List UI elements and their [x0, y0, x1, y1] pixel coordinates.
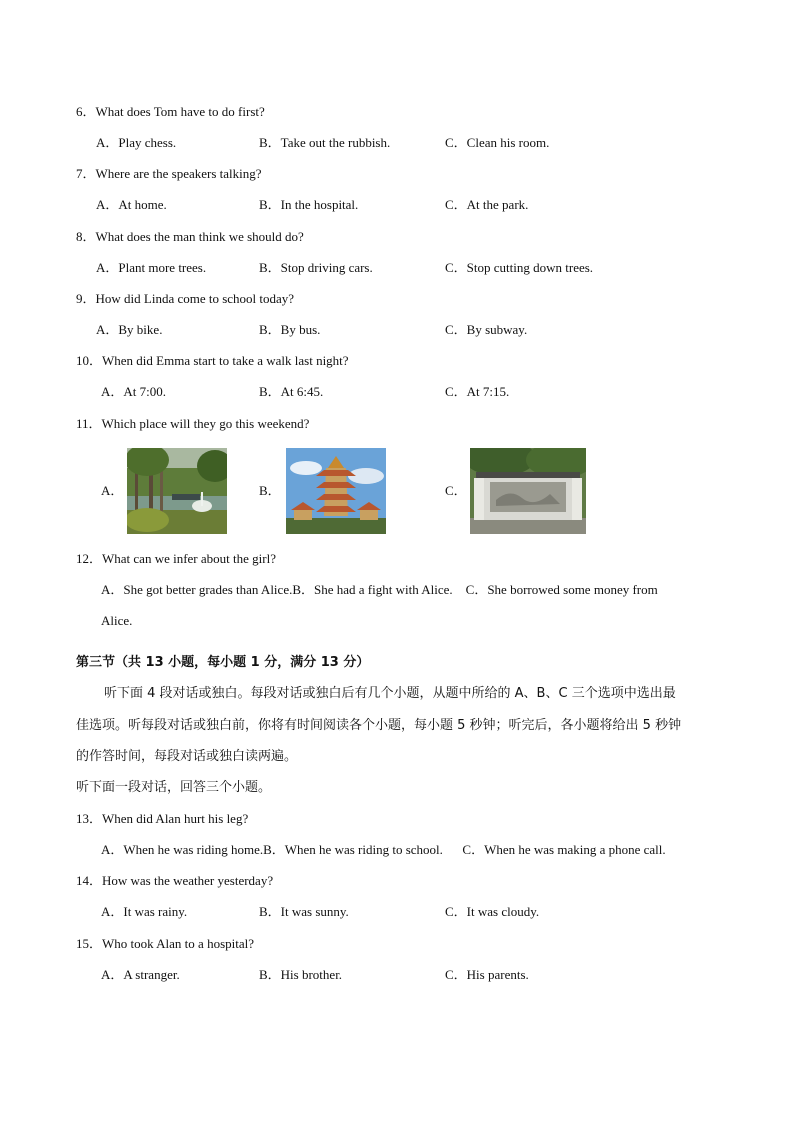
option-b: B．It was sunny. [259, 904, 349, 919]
stone-relief-wall-image [470, 448, 586, 534]
question-stem: 15．Who took Alan to a hospital? [76, 936, 255, 951]
question-stem: 8．What does the man think we should do? [76, 229, 304, 244]
option-c: C．His parents. [445, 967, 529, 982]
question-stem: 6．What does Tom have to do first? [76, 104, 265, 119]
option-b: B． [259, 483, 281, 498]
option-a: A．It was rainy. [101, 904, 188, 919]
question-stem: 14．How was the weather yesterday? [76, 873, 274, 888]
question-stem: 12．What can we infer about the girl? [76, 551, 276, 566]
option-a: A． [101, 483, 124, 498]
option-a: A．At 7:00. [101, 384, 167, 399]
option-a: A．At home. [96, 197, 167, 212]
option-b: B．Stop driving cars. [259, 260, 373, 275]
option-c: C．Stop cutting down trees. [445, 260, 594, 275]
options-line: A．She got better grades than Alice.B．She had a fight with Alice. C．She borrowed some money from [101, 582, 658, 597]
option-c: C．By subway. [445, 322, 528, 337]
question-stem: 10．When did Emma start to take a walk last night? [76, 353, 349, 368]
option-a: A．By bike. [96, 322, 163, 337]
option-c: C．At 7:15. [445, 384, 510, 399]
question-stem: 9．How did Linda come to school today? [76, 291, 295, 306]
option-b: B．At 6:45. [259, 384, 324, 399]
question-stem: 13．When did Alan hurt his leg? [76, 811, 249, 826]
option-c: C．Clean his room. [445, 135, 550, 150]
option-b: B．His brother. [259, 967, 343, 982]
option-b: B．Take out the rubbish. [259, 135, 391, 150]
option-c: C．At the park. [445, 197, 529, 212]
instruction-line: 的作答时间，每段对话或独白读两遍。 [76, 749, 298, 764]
option-a: A．A stranger. [101, 967, 180, 982]
park-lake-image [127, 448, 227, 534]
question-stem: 7．Where are the speakers talking? [76, 166, 262, 181]
option-b: B．In the hospital. [259, 197, 359, 212]
options-line-continued: Alice. [101, 613, 133, 628]
question-stem: 11．Which place will they go this weekend? [76, 416, 310, 431]
option-b: B．By bus. [259, 322, 321, 337]
pagoda-tower-image [286, 448, 386, 534]
options-line: A．When he was riding home.B．When he was riding to school. C．When he was making a phone call. [101, 842, 666, 857]
instruction-line: 佳选项。听每段对话或独白前，你将有时间阅读各个小题，每小题 5 秒钟；听完后，各小题将给出 5 秒钟 [76, 718, 682, 733]
dialogue-lead: 听下面一段对话，回答三个小题。 [76, 780, 272, 795]
option-a: A．Play chess. [96, 135, 177, 150]
option-c: C． [445, 483, 467, 498]
option-a: A．Plant more trees. [96, 260, 207, 275]
option-c: C．It was cloudy. [445, 904, 540, 919]
instruction-line: 听下面 4 段对话或独白。每段对话或独白后有几个小题，从题中所给的 A、B、C 三个选项中选出最 [104, 686, 676, 701]
section-title: 第三节（共 13 小题，每小题 1 分，满分 13 分） [76, 655, 370, 670]
